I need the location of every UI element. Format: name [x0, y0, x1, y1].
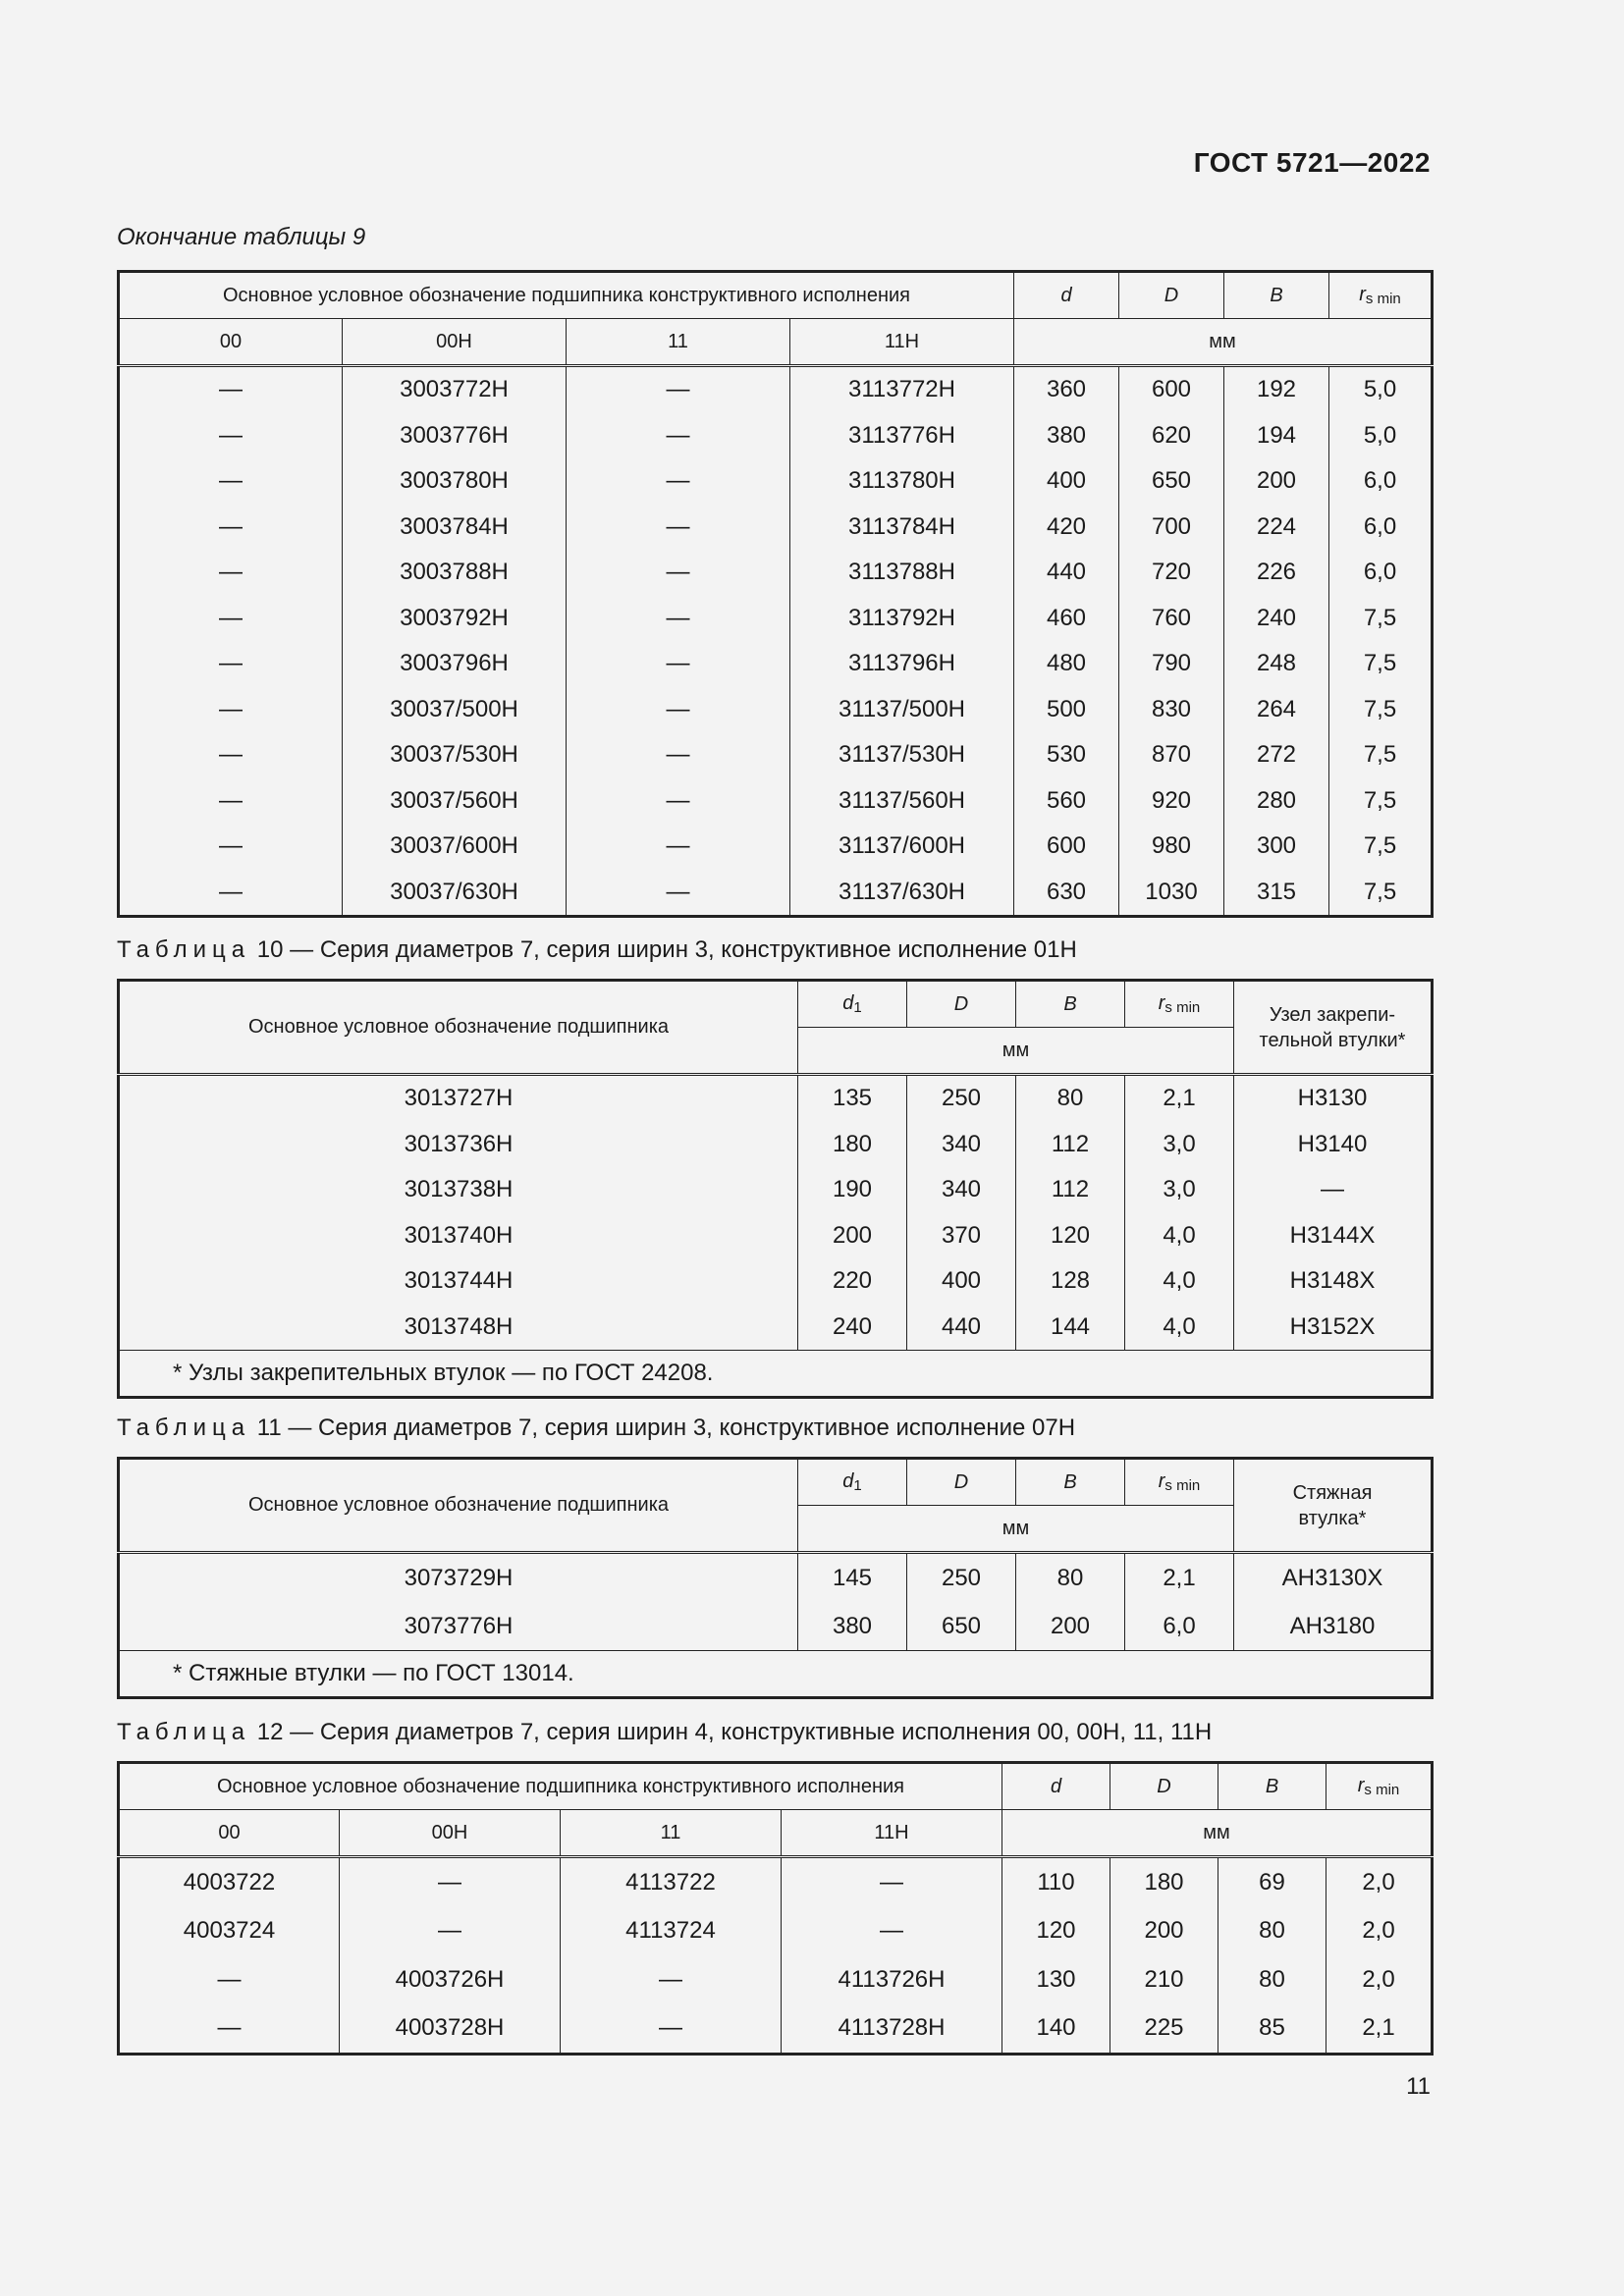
table-cell: 3013744Н	[119, 1258, 798, 1305]
table-cell: —	[119, 550, 343, 596]
table-cell: 264	[1224, 687, 1329, 733]
table-cell: 315	[1224, 870, 1329, 917]
table-cell: 4113728Н	[782, 2004, 1002, 2055]
table-cell: 4113722	[561, 1857, 782, 1907]
table-cell: 790	[1119, 641, 1224, 687]
table-cell: 80	[1016, 1075, 1125, 1122]
table-cell: 3113784Н	[790, 505, 1014, 551]
t11-designation-header: Основное условное обозначение подшипника	[119, 1459, 798, 1553]
t11-col-B: B	[1016, 1459, 1125, 1506]
table-cell: —	[561, 2004, 782, 2055]
table-cell: 1030	[1119, 870, 1224, 917]
table-cell: 225	[1110, 2004, 1218, 2055]
table-cell: 3013738Н	[119, 1167, 798, 1213]
table-row	[119, 1213, 1433, 1259]
t10-footnote: * Узлы закрепительных втулок — по ГОСТ 24208.	[119, 1351, 1433, 1398]
table-cell: 4003726Н	[340, 1955, 561, 2004]
table-row	[119, 1602, 1433, 1651]
table12-caption: Таблица 12 — Серия диаметров 7, серия ширин 4, конструктивные исполнения 00, 00Н, 11, 11Н	[117, 1719, 1213, 1745]
table-cell: 3113788Н	[790, 550, 1014, 596]
table-cell: 380	[1014, 413, 1119, 459]
table-cell: 30037/560Н	[343, 778, 567, 825]
table-cell: 3013727Н	[119, 1075, 798, 1122]
table-cell: Н3140	[1234, 1122, 1433, 1168]
table-cell: 3,0	[1125, 1122, 1234, 1168]
table-cell: 4003724	[119, 1907, 340, 1956]
table-cell: 630	[1014, 870, 1119, 917]
table-cell: 2,1	[1125, 1075, 1234, 1122]
table10-caption: Таблица 10 — Серия диаметров 7, серия ширин 3, конструктивное исполнение 01Н	[117, 936, 1077, 963]
table-cell: 180	[1110, 1857, 1218, 1907]
table-cell: 7,5	[1329, 732, 1433, 778]
t11-body	[119, 1553, 1433, 1651]
table-cell: 4113724	[561, 1907, 782, 1956]
table-cell: —	[567, 641, 790, 687]
table-cell: —	[119, 870, 343, 917]
table9-continuation-label: Окончание таблицы 9	[117, 224, 366, 250]
table-cell: 3003772Н	[343, 366, 567, 413]
table-cell: 650	[907, 1602, 1016, 1651]
table-cell: 760	[1119, 596, 1224, 642]
table-cell: 85	[1218, 2004, 1326, 2055]
table-cell: 145	[798, 1553, 907, 1603]
table-cell: 3003796Н	[343, 641, 567, 687]
table-cell: 31137/560Н	[790, 778, 1014, 825]
t11-col-r: $r_{s min}$	[1125, 1459, 1234, 1506]
table10	[117, 979, 1434, 1399]
t10-body	[119, 1075, 1433, 1351]
table-row	[119, 505, 1433, 551]
table-cell: 4003728Н	[340, 2004, 561, 2055]
table-cell: 3113780Н	[790, 458, 1014, 505]
table-cell: 370	[907, 1213, 1016, 1259]
table-cell: 600	[1119, 366, 1224, 413]
table-cell: 3003776Н	[343, 413, 567, 459]
t10-units: мм	[798, 1028, 1234, 1075]
table-row	[119, 641, 1433, 687]
table-row	[119, 413, 1433, 459]
table-row	[119, 550, 1433, 596]
table-cell: 720	[1119, 550, 1224, 596]
table-cell: —	[119, 1955, 340, 2004]
page-number: 11	[1406, 2073, 1431, 2100]
table-cell: 190	[798, 1167, 907, 1213]
t11-last-header: Стяжная втулка*	[1234, 1459, 1433, 1553]
table-cell: Н3152Х	[1234, 1305, 1433, 1351]
table-cell: —	[119, 366, 343, 413]
table-cell: 3113776Н	[790, 413, 1014, 459]
t9-col-d: d	[1014, 272, 1119, 319]
table-row	[119, 870, 1433, 917]
t12-sub-00: 00	[119, 1810, 340, 1857]
t9-group-header: Основное условное обозначение подшипника конструктивного исполнения	[119, 272, 1014, 319]
table-cell: 240	[798, 1305, 907, 1351]
table-cell: 300	[1224, 824, 1329, 870]
table-cell: 31137/630Н	[790, 870, 1014, 917]
table-cell: 4,0	[1125, 1213, 1234, 1259]
table-cell: 128	[1016, 1258, 1125, 1305]
table-cell: 80	[1218, 1955, 1326, 2004]
table-cell: 3073776Н	[119, 1602, 798, 1651]
table-cell: 340	[907, 1167, 1016, 1213]
table-cell: 200	[1224, 458, 1329, 505]
table-cell: —	[119, 458, 343, 505]
table-cell: 920	[1119, 778, 1224, 825]
t9-col-B: B	[1224, 272, 1329, 319]
table-cell: 600	[1014, 824, 1119, 870]
table-cell: 4,0	[1125, 1258, 1234, 1305]
table-cell: 210	[1110, 1955, 1218, 2004]
table-cell: 5,0	[1329, 413, 1433, 459]
t9-sub-00n: 00Н	[343, 319, 567, 366]
table-cell: 7,5	[1329, 596, 1433, 642]
table-cell: Н3144Х	[1234, 1213, 1433, 1259]
t9-sub-11n: 11Н	[790, 319, 1014, 366]
table-cell: —	[340, 1857, 561, 1907]
table-cell: 30037/630Н	[343, 870, 567, 917]
t9-col-D: D	[1119, 272, 1224, 319]
table-cell: 3013740Н	[119, 1213, 798, 1259]
table-cell: 3,0	[1125, 1167, 1234, 1213]
table-cell: 4,0	[1125, 1305, 1234, 1351]
table-cell: 120	[1002, 1907, 1110, 1956]
table-cell: Н3148Х	[1234, 1258, 1433, 1305]
table-cell: —	[567, 505, 790, 551]
table-cell: 69	[1218, 1857, 1326, 1907]
table-row	[119, 778, 1433, 825]
table-cell: 272	[1224, 732, 1329, 778]
table-cell: —	[119, 824, 343, 870]
table-row	[119, 596, 1433, 642]
table-cell: 650	[1119, 458, 1224, 505]
table-cell: 250	[907, 1553, 1016, 1603]
table-cell: 4003722	[119, 1857, 340, 1907]
table-cell: 31137/500Н	[790, 687, 1014, 733]
table-cell: АН3180	[1234, 1602, 1433, 1651]
t12-sub-00n: 00Н	[340, 1810, 561, 1857]
t11-col-d1: $d_1$	[798, 1459, 907, 1506]
table-cell: —	[567, 458, 790, 505]
table-cell: 112	[1016, 1122, 1125, 1168]
table9	[117, 270, 1434, 918]
t9-sub-00: 00	[119, 319, 343, 366]
table-cell: 420	[1014, 505, 1119, 551]
table-cell: 224	[1224, 505, 1329, 551]
table-cell: —	[567, 550, 790, 596]
table-cell: Н3130	[1234, 1075, 1433, 1122]
table-cell: 7,5	[1329, 687, 1433, 733]
table-cell: —	[119, 505, 343, 551]
table-row	[119, 458, 1433, 505]
table-cell: 6,0	[1125, 1602, 1234, 1651]
table-row	[119, 1075, 1433, 1122]
table-row	[119, 1907, 1433, 1956]
table-cell: —	[782, 1857, 1002, 1907]
table-cell: 192	[1224, 366, 1329, 413]
table-cell: 31137/530Н	[790, 732, 1014, 778]
t9-col-r: $r_{s min}$	[1329, 272, 1433, 319]
table-cell: 340	[907, 1122, 1016, 1168]
table-cell: 194	[1224, 413, 1329, 459]
table-cell: 3003792Н	[343, 596, 567, 642]
table-cell: 700	[1119, 505, 1224, 551]
table-cell: 280	[1224, 778, 1329, 825]
table-row	[119, 366, 1433, 413]
table-cell: 120	[1016, 1213, 1125, 1259]
t11-col-D: D	[907, 1459, 1016, 1506]
table-cell: 110	[1002, 1857, 1110, 1907]
table-cell: 240	[1224, 596, 1329, 642]
table-cell: 7,5	[1329, 824, 1433, 870]
t12-sub-11n: 11Н	[782, 1810, 1002, 1857]
table-row	[119, 1258, 1433, 1305]
t9-sub-11: 11	[567, 319, 790, 366]
t9-units: мм	[1014, 319, 1433, 366]
t12-body	[119, 1857, 1433, 2055]
table-cell: —	[567, 687, 790, 733]
table-cell: 830	[1119, 687, 1224, 733]
table-cell: 30037/530Н	[343, 732, 567, 778]
table-cell: 80	[1218, 1907, 1326, 1956]
table-cell: 440	[907, 1305, 1016, 1351]
table-cell: —	[567, 732, 790, 778]
table-cell: 130	[1002, 1955, 1110, 2004]
table-row	[119, 687, 1433, 733]
table-cell: 3113772Н	[790, 366, 1014, 413]
table-cell: 3113796Н	[790, 641, 1014, 687]
table-cell: 980	[1119, 824, 1224, 870]
table-cell: 6,0	[1329, 505, 1433, 551]
table-cell: —	[119, 2004, 340, 2055]
table-cell: 2,0	[1326, 1955, 1433, 2004]
t11-units: мм	[798, 1506, 1234, 1553]
table-cell: 248	[1224, 641, 1329, 687]
table-cell: —	[567, 413, 790, 459]
t10-designation-header: Основное условное обозначение подшипника	[119, 981, 798, 1075]
standard-number: ГОСТ 5721—2022	[1193, 147, 1431, 178]
table-cell: —	[119, 596, 343, 642]
table-cell: 7,5	[1329, 778, 1433, 825]
table-cell: —	[561, 1955, 782, 2004]
table-cell: 870	[1119, 732, 1224, 778]
table-cell: 7,5	[1329, 641, 1433, 687]
table11	[117, 1457, 1434, 1699]
table-cell: 480	[1014, 641, 1119, 687]
table-row	[119, 1167, 1433, 1213]
table-cell: 80	[1016, 1553, 1125, 1603]
t11-footnote: * Стяжные втулки — по ГОСТ 13014.	[119, 1651, 1433, 1698]
table-cell: 6,0	[1329, 458, 1433, 505]
table-cell: 250	[907, 1075, 1016, 1122]
t10-col-B: B	[1016, 981, 1125, 1028]
table-cell: 3013748Н	[119, 1305, 798, 1351]
table-cell: 440	[1014, 550, 1119, 596]
table-cell: 2,1	[1125, 1553, 1234, 1603]
table-cell: —	[1234, 1167, 1433, 1213]
table-cell: 3003788Н	[343, 550, 567, 596]
table-cell: АН3130Х	[1234, 1553, 1433, 1603]
table-cell: —	[782, 1907, 1002, 1956]
table-row	[119, 824, 1433, 870]
table-cell: 620	[1119, 413, 1224, 459]
t10-col-r: $r_{s min}$	[1125, 981, 1234, 1028]
table-cell: 140	[1002, 2004, 1110, 2055]
t10-last-header: Узел закрепи- тельной втулки*	[1234, 981, 1433, 1075]
table-cell: 144	[1016, 1305, 1125, 1351]
t12-sub-11: 11	[561, 1810, 782, 1857]
table-cell: —	[567, 870, 790, 917]
t12-units: мм	[1002, 1810, 1433, 1857]
table-cell: 530	[1014, 732, 1119, 778]
table-cell: —	[119, 413, 343, 459]
table12	[117, 1761, 1434, 2056]
t12-col-D: D	[1110, 1763, 1218, 1810]
table-cell: 200	[1016, 1602, 1125, 1651]
table-cell: 360	[1014, 366, 1119, 413]
table-cell: —	[119, 778, 343, 825]
table-cell: 200	[798, 1213, 907, 1259]
table-cell: 200	[1110, 1907, 1218, 1956]
table-cell: 30037/500Н	[343, 687, 567, 733]
t10-col-d1: $d_1$	[798, 981, 907, 1028]
t12-col-d: d	[1002, 1763, 1110, 1810]
table-cell: —	[567, 824, 790, 870]
table-cell: 3113792Н	[790, 596, 1014, 642]
table-cell: —	[119, 687, 343, 733]
table-cell: 7,5	[1329, 870, 1433, 917]
table-cell: —	[119, 641, 343, 687]
table-cell: 380	[798, 1602, 907, 1651]
table-row	[119, 732, 1433, 778]
t12-group-header: Основное условное обозначение подшипника конструктивного исполнения	[119, 1763, 1002, 1810]
table-cell: 400	[1014, 458, 1119, 505]
table-cell: —	[567, 778, 790, 825]
table-cell: 226	[1224, 550, 1329, 596]
table11-caption: Таблица 11 — Серия диаметров 7, серия ширин 3, конструктивное исполнение 07Н	[117, 1415, 1076, 1441]
table-cell: 220	[798, 1258, 907, 1305]
table-row	[119, 1122, 1433, 1168]
t12-col-B: B	[1218, 1763, 1326, 1810]
table-cell: 3003784Н	[343, 505, 567, 551]
t12-col-r: $r_{s min}$	[1326, 1763, 1433, 1810]
table-cell: 2,0	[1326, 1857, 1433, 1907]
table-cell: 2,0	[1326, 1907, 1433, 1956]
table-cell: 560	[1014, 778, 1119, 825]
table-cell: 30037/600Н	[343, 824, 567, 870]
table-cell: 500	[1014, 687, 1119, 733]
table-row	[119, 1955, 1433, 2004]
table-row	[119, 1305, 1433, 1351]
table-cell: 112	[1016, 1167, 1125, 1213]
table-cell: 460	[1014, 596, 1119, 642]
table-cell: 6,0	[1329, 550, 1433, 596]
table-cell: —	[567, 366, 790, 413]
table-cell: 3013736Н	[119, 1122, 798, 1168]
table-cell: —	[567, 596, 790, 642]
table-cell: 3003780Н	[343, 458, 567, 505]
table-cell: 3073729Н	[119, 1553, 798, 1603]
table-row	[119, 2004, 1433, 2055]
table-cell: —	[340, 1907, 561, 1956]
t9-body	[119, 366, 1433, 917]
table-cell: 180	[798, 1122, 907, 1168]
table-cell: 31137/600Н	[790, 824, 1014, 870]
table-cell: —	[119, 732, 343, 778]
table-cell: 135	[798, 1075, 907, 1122]
table-cell: 4113726Н	[782, 1955, 1002, 2004]
table-row	[119, 1553, 1433, 1603]
table-row	[119, 1857, 1433, 1907]
table-cell: 2,1	[1326, 2004, 1433, 2055]
t10-col-D: D	[907, 981, 1016, 1028]
table-cell: 400	[907, 1258, 1016, 1305]
table-cell: 5,0	[1329, 366, 1433, 413]
